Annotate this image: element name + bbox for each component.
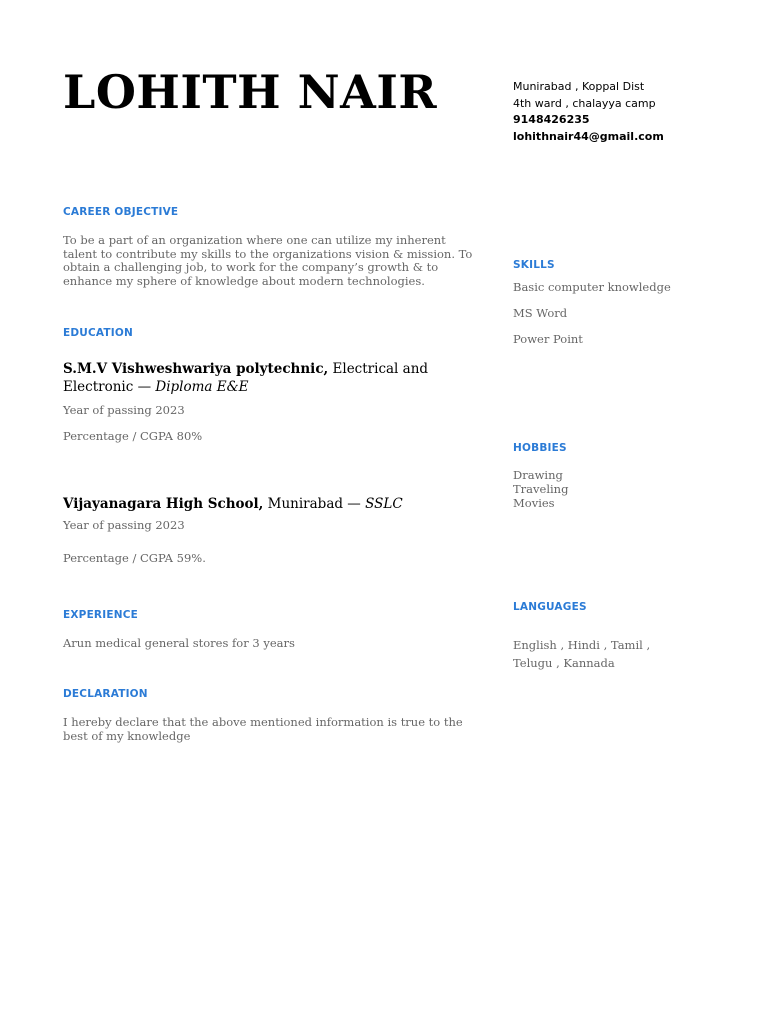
skills-heading: SKILLS [513, 259, 555, 271]
career-objective-text: To be a part of an organization where one can utilize my inherent talent to contribute my skills to the organizations vision & mission. To obtain a challenging job, to work for the company’s growth & to enhance my sphere of knowledge about modern technologies. [63, 233, 473, 288]
skill-item: Power Point [513, 332, 583, 346]
education-entry-title [63, 360, 463, 396]
hobby-item: Traveling [513, 482, 569, 496]
address-line-1: Munirabad , Koppal Dist [513, 80, 645, 93]
education-heading: EDUCATION [63, 327, 134, 339]
languages-heading: LANGUAGES [513, 601, 587, 613]
career-objective-heading: CAREER OBJECTIVE [63, 206, 179, 218]
education-score: Percentage / CGPA 59%. [63, 551, 206, 565]
phone-number: 9148426235 [513, 113, 590, 126]
education-entry-title [63, 495, 403, 513]
contact-block [513, 79, 664, 145]
field-of-study: Munirabad — [263, 496, 366, 512]
institution-name: Vijayanagara High School, [63, 496, 264, 512]
hobbies-heading: HOBBIES [513, 442, 567, 454]
declaration-heading: DECLARATION [63, 688, 148, 700]
degree-name: SSLC [365, 496, 403, 512]
institution-name: S.M.V Vishweshwariya polytechnic, [63, 361, 329, 377]
hobby-item: Drawing [513, 468, 563, 482]
education-score: Percentage / CGPA 80% [63, 429, 203, 443]
skill-item: MS Word [513, 306, 568, 320]
experience-text: Arun medical general stores for 3 years [63, 636, 295, 650]
experience-heading: EXPERIENCE [63, 609, 138, 621]
declaration-text: I hereby declare that the above mentioned information is true to the best of my knowledge [63, 715, 463, 743]
education-year: Year of passing 2023 [63, 403, 185, 417]
email-address: lohithnair44@gmail.com [513, 129, 664, 143]
address-line-2: 4th ward , chalayya camp [513, 96, 656, 110]
languages-text: English , Hindi , Tamil , Telugu , Kannada [513, 638, 651, 670]
education-year: Year of passing 2023 [63, 518, 185, 532]
applicant-name: LOHITH NAIR [63, 65, 438, 119]
degree-name: Diploma E&E [155, 379, 249, 395]
field-of-study: Electrical and Electronic — [63, 361, 429, 395]
hobby-item: Movies [513, 496, 555, 510]
skill-item: Basic computer knowledge [513, 280, 671, 294]
